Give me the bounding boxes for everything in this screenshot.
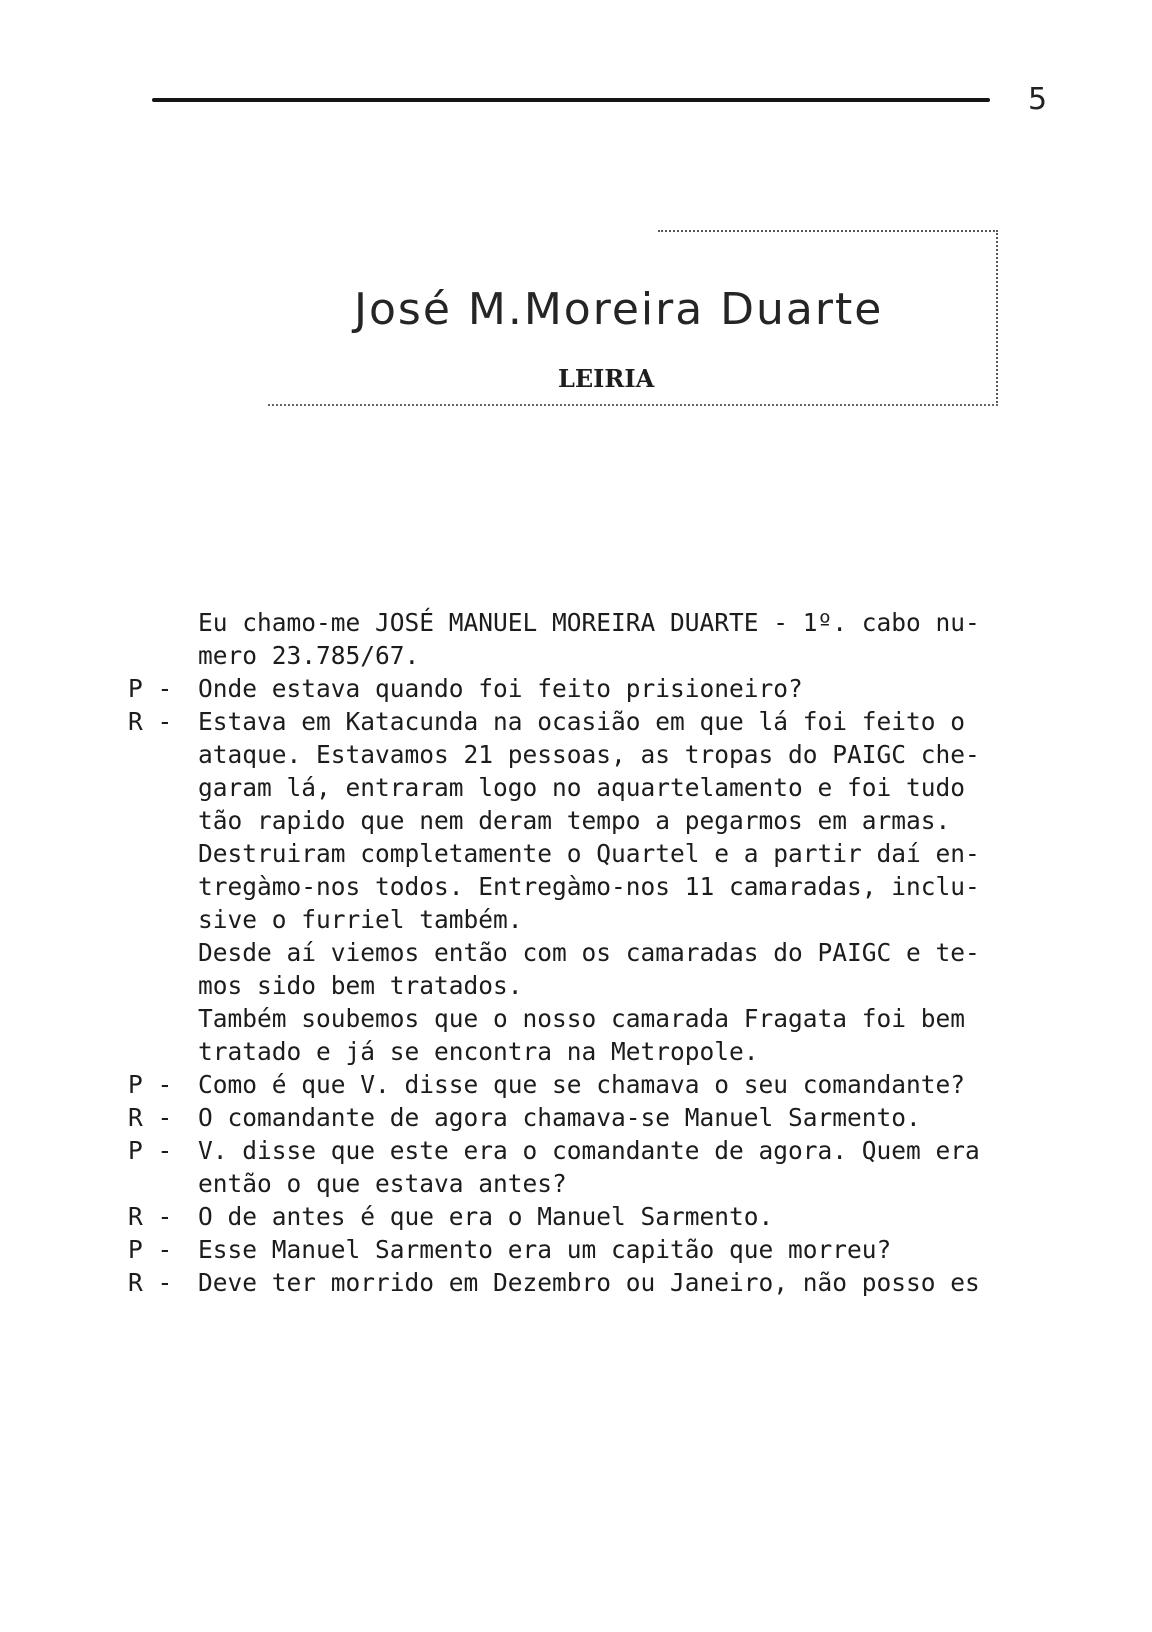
transcript-paragraph [128,1101,1038,1134]
transcript-paragraph [128,1068,1038,1101]
paragraph-text: Eu chamo-me JOSÉ MANUEL MOREIRA DUARTE - 1º. cabo nu- mero 23.785/67. [198,608,980,670]
transcript-paragraph [128,1233,1038,1266]
paragraph-text: V. disse que este era o comandante de agora. Quem era então o que estava antes? [198,1136,980,1198]
transcript-paragraph [128,1266,1038,1299]
page-number: 5 [1028,82,1048,117]
header-rule [152,98,990,102]
speaker-label: P - [128,674,173,703]
speaker-label: R - [128,1103,173,1132]
interview-transcript [128,606,1038,1299]
speaker-label: P - [128,1136,173,1165]
transcript-paragraph [128,1134,1038,1200]
signature-city: LEIRIA [558,364,655,393]
transcript-paragraph [128,705,1038,1068]
paragraph-text: O comandante de agora chamava-se Manuel Sarmento. [198,1103,921,1132]
speaker-label: R - [128,707,173,736]
signature-block [268,230,998,406]
transcript-paragraph [128,606,1038,672]
speaker-label: P - [128,1070,173,1099]
transcript-paragraph [128,1200,1038,1233]
speaker-label: R - [128,1268,173,1297]
paragraph-text: Onde estava quando foi feito prisioneiro? [198,674,803,703]
paragraph-text: Como é que V. disse que se chamava o seu comandante? [198,1070,966,1099]
signature-box-right-border [996,230,998,406]
transcript-paragraph [128,672,1038,705]
paragraph-text: Estava em Katacunda na ocasião em que lá foi feito o ataque. Estavamos 21 pessoas, as tropas do PAIGC che- garam lá, entraram logo no aquartelamento e foi tudo tão rapido que nem deram tempo a pegarmos em armas. Destruiram completamente o Quartel e a partir daí en- tregàmo-nos todos. Entregàmo-nos 11 camaradas, inclu- sive o furriel também. Desde aí viemos então com os camaradas do PAIGC e te- mos sido bem tratados. Também soubemos que o nosso camarada Fragata foi bem tratado e já se encontra na Metropole. [198,707,980,1066]
paragraph-text: Esse Manuel Sarmento era um capitão que morreu? [198,1235,892,1264]
signature-name: José M.Moreira Duarte [354,284,884,335]
paragraph-text: Deve ter morrido em Dezembro ou Janeiro, não posso es [198,1268,980,1297]
signature-box-bottom-border [268,404,998,406]
speaker-label: R - [128,1202,173,1231]
paragraph-text: O de antes é que era o Manuel Sarmento. [198,1202,774,1231]
speaker-label: P - [128,1235,173,1264]
signature-box-top-border [658,230,998,232]
